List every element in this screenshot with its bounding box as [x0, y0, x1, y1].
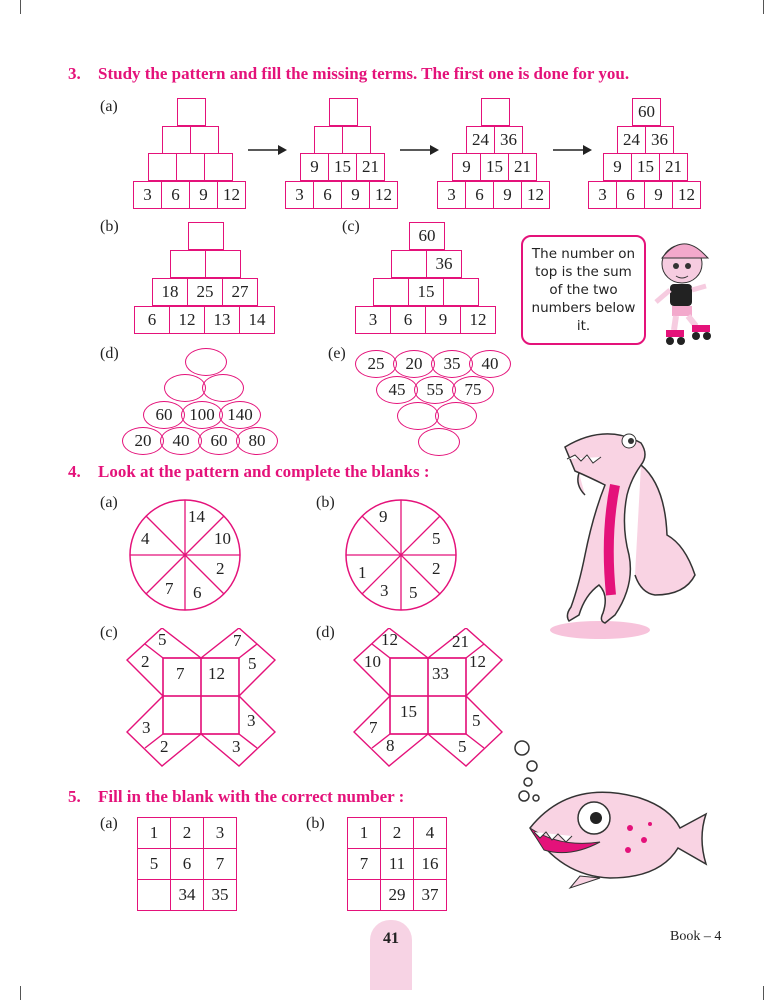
- wheel-a: [120, 497, 250, 615]
- number-cell: [191, 126, 219, 154]
- q3-b-label: (b): [100, 218, 119, 235]
- number-cell: [149, 153, 177, 181]
- cross-d-value: 5: [458, 737, 467, 756]
- question-5-heading: 5. Fill in the blank with the correct number :: [68, 787, 405, 806]
- note-box: The number on top is the sum of the two numbers below it.: [521, 235, 646, 345]
- number-cell: 36: [495, 126, 523, 154]
- number-cell: 5: [138, 849, 171, 880]
- oval-cell: [202, 374, 244, 402]
- question-4-heading: 4. Look at the pattern and complete the blanks :: [68, 462, 430, 481]
- number-cell: 37: [414, 880, 447, 911]
- pyramid-row: [588, 181, 701, 209]
- pyramid-row: [188, 222, 224, 250]
- cross-c-value: 2: [160, 737, 169, 756]
- q3-c-label: (c): [342, 218, 360, 235]
- q4-b-label: (b): [316, 494, 335, 511]
- number-cell: 21: [660, 153, 688, 181]
- number-cell: 3: [438, 181, 466, 209]
- number-cell: 25: [188, 278, 223, 306]
- number-cell: [206, 250, 241, 278]
- q3-a-label: (a): [100, 98, 118, 115]
- oval-cell: 40: [160, 427, 202, 455]
- number-cell: 6: [617, 181, 645, 209]
- pyramid-row: [355, 350, 507, 378]
- number-cell: 36: [646, 126, 674, 154]
- wheel-a-value: 4: [141, 529, 150, 548]
- wheel-b-value: 9: [379, 507, 388, 526]
- number-cell: [163, 126, 191, 154]
- number-cell: 12: [461, 306, 496, 334]
- q5-b-label: (b): [306, 815, 325, 832]
- number-cell: 6: [466, 181, 494, 209]
- pyramid-row: [437, 181, 550, 209]
- oval-cell: 60: [143, 401, 185, 429]
- number-cell: 35: [204, 880, 237, 911]
- q5-a-label: (a): [100, 815, 118, 832]
- number-grid-a: [137, 817, 237, 911]
- oval-cell: 140: [219, 401, 261, 429]
- number-cell: [205, 153, 233, 181]
- oval-cell: 35: [431, 350, 473, 378]
- number-cell: [177, 153, 205, 181]
- number-cell: 4: [414, 818, 447, 849]
- crop-mark: [20, 986, 21, 1000]
- number-cell: 6: [135, 306, 170, 334]
- fish-illustration: [510, 738, 710, 893]
- wheel-b-value: 2: [432, 559, 441, 578]
- oval-cell: 60: [198, 427, 240, 455]
- wheel-a-value: 10: [214, 529, 231, 548]
- arrow-icon: [400, 144, 440, 156]
- number-cell: 11: [381, 849, 414, 880]
- number-cell: 6: [391, 306, 426, 334]
- pyramid-row: [409, 222, 445, 250]
- wheel-a-value: 2: [216, 559, 225, 578]
- number-cell: 60: [410, 222, 445, 250]
- pyramid-row: [466, 126, 523, 154]
- number-cell: 12: [170, 306, 205, 334]
- number-cell: 34: [171, 880, 204, 911]
- pyramid-row: [397, 402, 473, 430]
- number-cell: 1: [138, 818, 171, 849]
- number-cell: [392, 250, 427, 278]
- q4-d-label: (d): [316, 624, 335, 641]
- number-cell: 21: [509, 153, 537, 181]
- oval-cell: [418, 428, 460, 456]
- number-cell: 15: [481, 153, 509, 181]
- wheel-b-value: 5: [409, 583, 418, 602]
- boy-illustration: [648, 230, 718, 348]
- q3-e-label: (e): [328, 345, 346, 362]
- number-cell: 2: [381, 818, 414, 849]
- number-cell: 9: [604, 153, 632, 181]
- number-cell: 15: [409, 278, 444, 306]
- cross-c-value: 2: [141, 652, 150, 671]
- pyramid-row: [300, 153, 385, 181]
- number-cell: 9: [301, 153, 329, 181]
- pyramid-row: [481, 98, 510, 126]
- number-cell: 6: [314, 181, 342, 209]
- oval-cell: [164, 374, 206, 402]
- oval-cell: [397, 402, 439, 430]
- oval-cell: 20: [122, 427, 164, 455]
- oval-cell: 25: [355, 350, 397, 378]
- book-label: Book – 4: [670, 929, 722, 944]
- pyramid-row: [152, 278, 258, 306]
- pyramid-row: [314, 126, 371, 154]
- crocodile-illustration: [545, 425, 715, 645]
- number-cell: 9: [426, 306, 461, 334]
- number-cell: 6: [171, 849, 204, 880]
- number-cell: 24: [618, 126, 646, 154]
- oval-cell: 45: [376, 376, 418, 404]
- cross-c-value: 5: [158, 630, 167, 649]
- wheel-b: [336, 497, 466, 615]
- pyramid-row: [391, 250, 462, 278]
- number-cell: [482, 98, 510, 126]
- pyramid-row: [617, 126, 674, 154]
- wheel-b-value: 1: [358, 563, 367, 582]
- cross-c-value: 12: [208, 664, 225, 683]
- number-cell: 29: [381, 880, 414, 911]
- pyramid-row: [170, 250, 241, 278]
- number-cell: 9: [645, 181, 673, 209]
- pyramid-row: [148, 153, 233, 181]
- number-cell: [315, 126, 343, 154]
- cross-c-value: 5: [248, 654, 257, 673]
- oval-cell: [185, 348, 227, 376]
- pyramid-row: [376, 376, 490, 404]
- number-cell: 3: [286, 181, 314, 209]
- pyramid-row: [632, 98, 661, 126]
- oval-cell: 55: [414, 376, 456, 404]
- pyramid-row: [452, 153, 537, 181]
- wheel-a-value: 14: [188, 507, 205, 526]
- cross-d-value: 15: [400, 702, 417, 721]
- pyramid-row: [185, 348, 223, 376]
- number-cell: [171, 250, 206, 278]
- number-cell: 3: [204, 818, 237, 849]
- pyramid-row: [162, 126, 219, 154]
- wheel-a-value: 7: [165, 579, 174, 598]
- number-cell: 6: [162, 181, 190, 209]
- pyramid-row: [418, 428, 456, 456]
- number-cell: [374, 278, 409, 306]
- pyramid-row: [133, 181, 246, 209]
- number-cell: 9: [342, 181, 370, 209]
- page-number-tab: [370, 920, 412, 990]
- pyramid-row: [177, 98, 206, 126]
- number-cell: 36: [427, 250, 462, 278]
- number-cell: 21: [357, 153, 385, 181]
- number-cell: 12: [370, 181, 398, 209]
- cross-d-value: 12: [381, 630, 398, 649]
- arrow-icon: [248, 144, 288, 156]
- pyramid-row: [285, 181, 398, 209]
- cross-d-value: 8: [386, 736, 395, 755]
- cross-d-value: 5: [472, 711, 481, 730]
- q4-c-label: (c): [100, 624, 118, 641]
- page-number: 41: [383, 930, 399, 947]
- cross-d-value: 10: [364, 652, 381, 671]
- number-cell: 24: [467, 126, 495, 154]
- cross-c-value: 3: [142, 718, 151, 737]
- wheel-b-value: 3: [380, 581, 389, 600]
- number-cell: 13: [205, 306, 240, 334]
- pyramid-row: [603, 153, 688, 181]
- number-cell: 1: [348, 818, 381, 849]
- wheel-b-value: 5: [432, 529, 441, 548]
- number-cell: [348, 880, 381, 911]
- pyramid-row: [373, 278, 479, 306]
- oval-cell: 75: [452, 376, 494, 404]
- question-3-heading: 3. Study the pattern and fill the missing terms. The first one is done for you.: [68, 64, 630, 83]
- crop-mark: [20, 0, 21, 14]
- number-cell: 14: [240, 306, 275, 334]
- cross-d-value: 7: [369, 718, 378, 737]
- number-cell: 3: [589, 181, 617, 209]
- number-cell: 15: [329, 153, 357, 181]
- number-cell: [178, 98, 206, 126]
- number-cell: 2: [171, 818, 204, 849]
- number-cell: 3: [134, 181, 162, 209]
- number-cell: 9: [453, 153, 481, 181]
- number-cell: [189, 222, 224, 250]
- number-cell: [343, 126, 371, 154]
- number-cell: 7: [204, 849, 237, 880]
- crop-mark: [763, 986, 764, 1000]
- number-cell: 12: [673, 181, 701, 209]
- oval-cell: 100: [181, 401, 223, 429]
- number-cell: 15: [632, 153, 660, 181]
- number-cell: 12: [522, 181, 550, 209]
- cross-shape-c: [125, 628, 280, 770]
- number-cell: 9: [190, 181, 218, 209]
- cross-d-value: 33: [432, 664, 449, 683]
- crop-mark: [763, 0, 764, 14]
- number-cell: 16: [414, 849, 447, 880]
- cross-c-value: 7: [233, 631, 242, 650]
- oval-cell: 20: [393, 350, 435, 378]
- number-cell: 9: [494, 181, 522, 209]
- oval-cell: 80: [236, 427, 278, 455]
- cross-c-value: 3: [232, 737, 241, 756]
- pyramid-row: [164, 374, 240, 402]
- number-cell: [138, 880, 171, 911]
- q3-d-label: (d): [100, 345, 119, 362]
- cross-d-value: 12: [469, 652, 486, 671]
- wheel-a-value: 6: [193, 583, 202, 602]
- number-cell: 27: [223, 278, 258, 306]
- number-cell: [330, 98, 358, 126]
- cross-d-value: 21: [452, 632, 469, 651]
- q4-a-label: (a): [100, 494, 118, 511]
- cross-shape-d: [352, 628, 507, 770]
- pyramid-row: [134, 306, 275, 334]
- oval-cell: 40: [469, 350, 511, 378]
- arrow-icon: [553, 144, 593, 156]
- number-cell: [444, 278, 479, 306]
- pyramid-row: [143, 401, 257, 429]
- pyramid-row: [355, 306, 496, 334]
- number-cell: 3: [356, 306, 391, 334]
- number-cell: 18: [153, 278, 188, 306]
- cross-c-value: 7: [176, 664, 185, 683]
- number-cell: 12: [218, 181, 246, 209]
- cross-c-value: 3: [247, 711, 256, 730]
- number-cell: 7: [348, 849, 381, 880]
- number-cell: 60: [633, 98, 661, 126]
- pyramid-row: [329, 98, 358, 126]
- number-grid-b: [347, 817, 447, 911]
- oval-cell: [435, 402, 477, 430]
- pyramid-row: [122, 427, 274, 455]
